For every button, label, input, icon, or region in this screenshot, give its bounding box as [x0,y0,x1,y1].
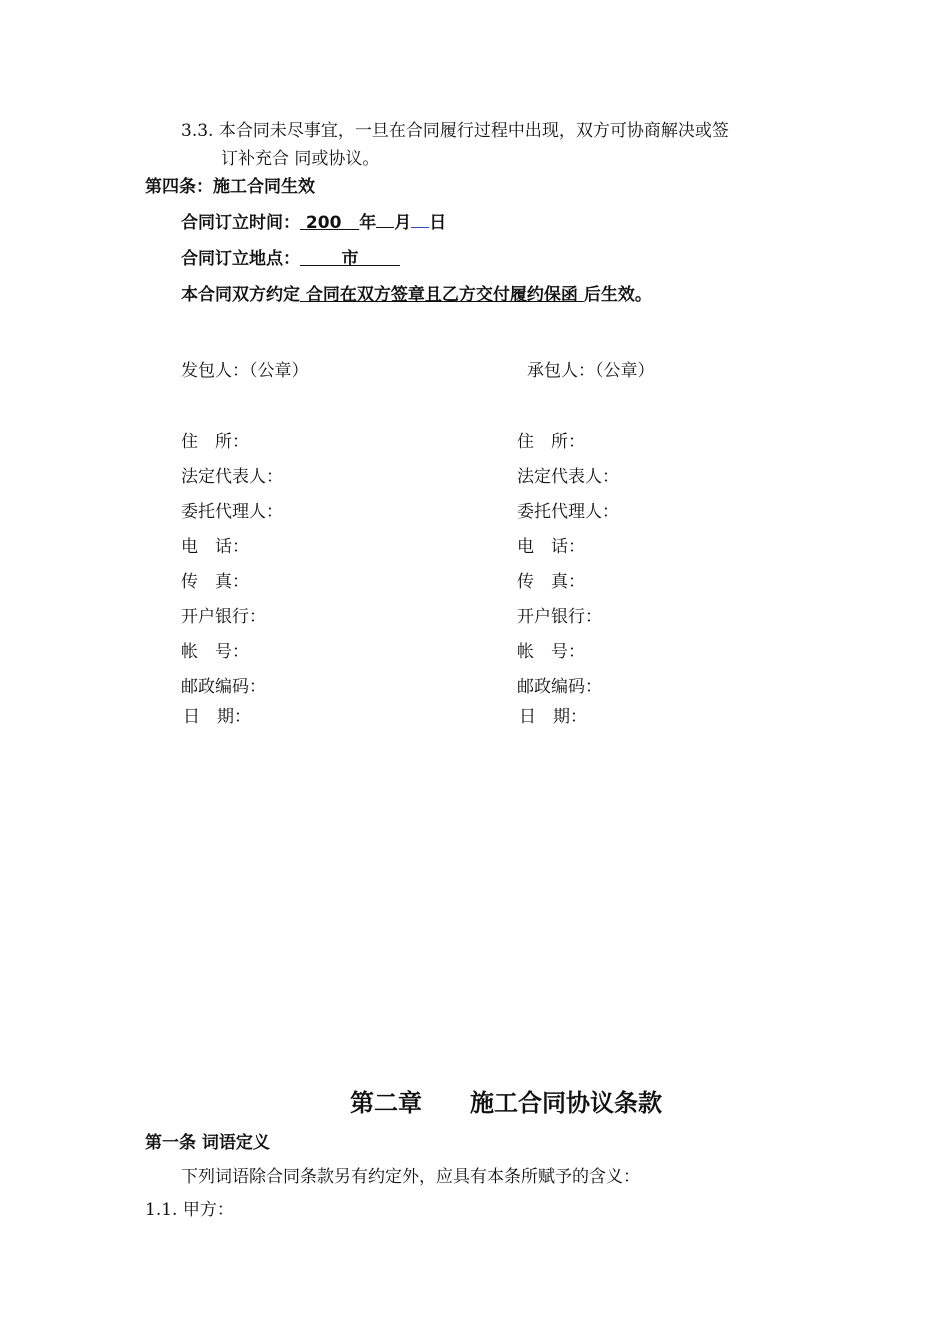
contract-place-city: 市 [341,249,359,269]
employer-agent-label: 委托代理人： [181,502,283,522]
employer-account-label: 帐 号： [181,642,249,662]
contract-effect-line [181,280,652,305]
item-1-1-party-a: 1.1. 甲方： [145,1200,234,1220]
contract-date-year: 200 [305,213,342,233]
day-unit: 日 [429,213,447,233]
clause-3-3-line1: 3.3. 本合同未尽事宜，一旦在合同履行过程中出现，双方可协商解决或签 [181,121,729,141]
contractor-address-label: 住 所： [517,432,585,452]
effect-prefix: 本合同双方约定 [181,285,300,305]
article-1-heading: 第一条 词语定义 [145,1133,270,1153]
month-unit: 月 [394,213,412,233]
day-blank [411,209,429,228]
contract-date-label: 合同订立时间： [181,213,300,233]
employer-date-label: 日 期： [183,707,251,727]
employer-phone-label: 电 话： [181,537,249,557]
definitions-intro: 下列词语除合同条款另有约定外，应具有本条所赋予的含义： [181,1167,640,1187]
contract-place-line [181,244,400,269]
chapter-2-title: 第二章 施工合同协议条款 [350,1089,662,1117]
employer-bank-label: 开户银行： [181,607,266,627]
contract-place-label: 合同订立地点： [181,249,300,269]
contract-date-line [181,208,446,233]
contractor-bank-label: 开户银行： [517,607,602,627]
contractor-legal-rep-label: 法定代表人： [517,467,619,487]
contractor-account-label: 帐 号： [517,642,585,662]
month-blank [376,209,394,228]
article-4-heading: 第四条：施工合同生效 [145,177,315,197]
effect-suffix: 后生效。 [583,285,652,305]
contractor-seal-label: 承包人：（公章） [527,361,655,381]
effect-condition: 合同在双方签章且乙方交付履约保函 [305,285,578,305]
contractor-agent-label: 委托代理人： [517,502,619,522]
year-unit: 年 [359,213,377,233]
employer-address-label: 住 所： [181,432,249,452]
contractor-postcode-label: 邮政编码： [517,677,602,697]
contractor-date-label: 日 期： [519,707,587,727]
clause-3-3-line2: 订补充合 同或协议。 [221,149,380,169]
employer-fax-label: 传 真： [181,572,249,592]
contractor-phone-label: 电 话： [517,537,585,557]
contractor-fax-label: 传 真： [517,572,585,592]
employer-seal-label: 发包人：（公章） [181,361,309,381]
employer-postcode-label: 邮政编码： [181,677,266,697]
employer-legal-rep-label: 法定代表人： [181,467,283,487]
